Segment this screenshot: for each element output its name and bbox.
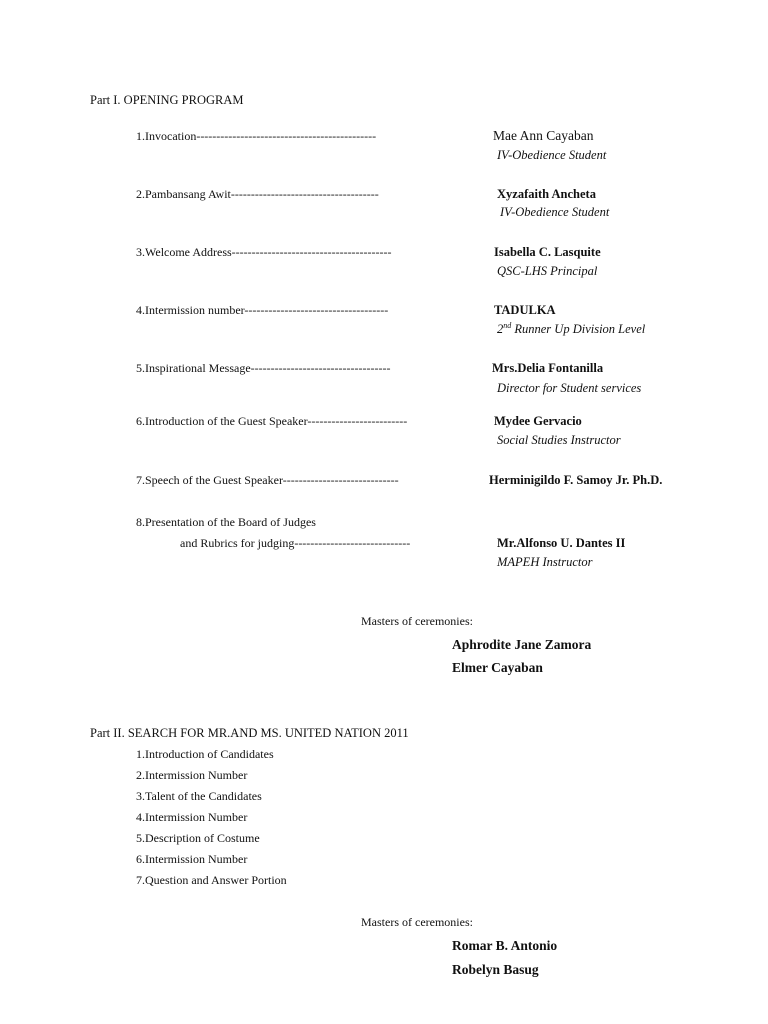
program-item-role: Social Studies Instructor bbox=[497, 433, 621, 447]
list-item: 2.Intermission Number bbox=[136, 768, 248, 782]
program-item-name: Isabella C. Lasquite bbox=[494, 245, 601, 259]
program-item-label: 1.Invocation--------------------------------------------- bbox=[136, 129, 377, 143]
program-item-name: Mydee Gervacio bbox=[494, 414, 582, 428]
list-item: 3.Talent of the Candidates bbox=[136, 789, 262, 803]
mc-label: Masters of ceremonies: bbox=[361, 614, 473, 628]
program-item-role: IV-Obedience Student bbox=[497, 148, 607, 162]
program-item-label-continued: and Rubrics for judging----------------------------- bbox=[180, 536, 411, 550]
mc-name: Romar B. Antonio bbox=[452, 938, 558, 953]
program-item-role: QSC-LHS Principal bbox=[497, 264, 598, 278]
program-item-label: 4.Intermission number------------------------------------ bbox=[136, 303, 389, 317]
mc-name: Robelyn Basug bbox=[452, 962, 539, 977]
program-item-name: Xyzafaith Ancheta bbox=[497, 187, 596, 201]
program-item-name: Mrs.Delia Fontanilla bbox=[492, 361, 604, 375]
list-item: 5.Description of Costume bbox=[136, 831, 260, 845]
mc-label: Masters of ceremonies: bbox=[361, 915, 473, 929]
program-item-label: 2.Pambansang Awit------------------------------------- bbox=[136, 187, 379, 201]
program-item-name: Mr.Alfonso U. Dantes II bbox=[497, 536, 626, 550]
program-item-label: 5.Inspirational Message----------------------------------- bbox=[136, 361, 391, 375]
list-item: 1.Introduction of Candidates bbox=[136, 747, 274, 761]
program-item-name: Herminigildo F. Samoy Jr. Ph.D. bbox=[489, 473, 663, 487]
mc-name: Aphrodite Jane Zamora bbox=[452, 637, 592, 652]
program-item-role: Director for Student services bbox=[497, 381, 642, 395]
list-item: 7.Question and Answer Portion bbox=[136, 873, 287, 887]
program-item-name: TADULKA bbox=[494, 303, 556, 317]
program-item-label: 7.Speech of the Guest Speaker----------------------------- bbox=[136, 473, 399, 487]
program-item-label: 6.Introduction of the Guest Speaker------------------------- bbox=[136, 414, 408, 428]
program-item-role: IV-Obedience Student bbox=[500, 205, 610, 219]
list-item: 6.Intermission Number bbox=[136, 852, 248, 866]
part1-heading: Part I. OPENING PROGRAM bbox=[90, 93, 244, 107]
program-item-role: 2nd Runner Up Division Level bbox=[497, 320, 646, 336]
program-item-label: 3.Welcome Address---------------------------------------- bbox=[136, 245, 392, 259]
part2-heading: Part II. SEARCH FOR MR.AND MS. UNITED NATION 2011 bbox=[90, 726, 409, 740]
list-item: 4.Intermission Number bbox=[136, 810, 248, 824]
program-item-role: MAPEH Instructor bbox=[497, 555, 593, 569]
mc-name: Elmer Cayaban bbox=[452, 660, 543, 675]
program-item-label: 8.Presentation of the Board of Judges bbox=[136, 515, 316, 529]
program-item-name: Mae Ann Cayaban bbox=[493, 128, 594, 143]
